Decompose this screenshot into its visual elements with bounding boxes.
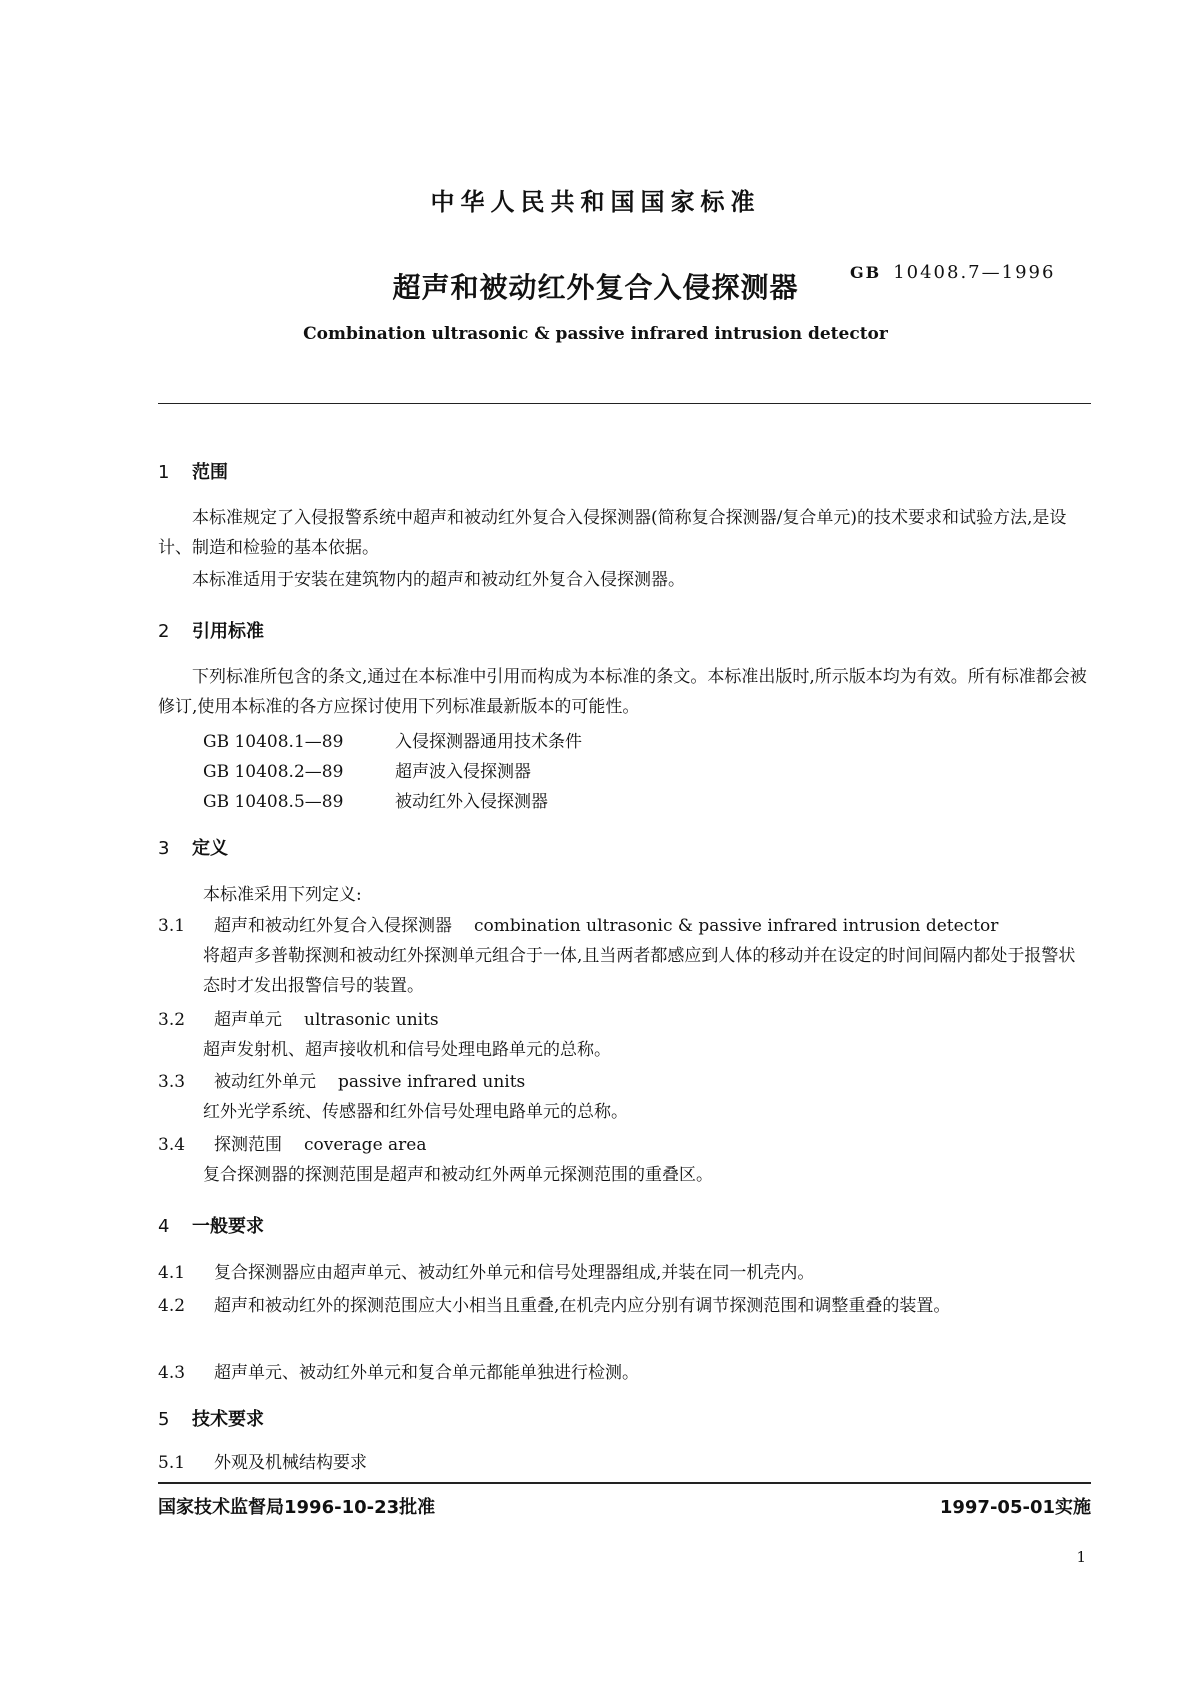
section-1-heading	[158, 458, 228, 484]
english-title: Combination ultrasonic & passive infrared intrusion detector	[303, 324, 888, 344]
section-2-paragraph-1: 下列标准所包含的条文,通过在本标准中引用而构成为本标准的条文。本标准出版时,所示版本均为有效。所有标准都会被修订,使用本标准的各方应探讨使用下列标准最新版本的可能性。	[158, 667, 1087, 717]
standard-number	[850, 262, 1055, 283]
footer-divider	[158, 1482, 1091, 1484]
section-number: 2	[158, 621, 170, 642]
reference-code: GB 10408.1—89	[203, 732, 344, 752]
term-en: ultrasonic units	[304, 1010, 439, 1030]
reference-name: 超声波入侵探测器	[395, 762, 531, 782]
definition-text: 红外光学系统、传感器和红外信号处理电路单元的总称。	[203, 1102, 628, 1122]
subsection-title: 外观及机械结构要求	[214, 1453, 367, 1473]
definition-term	[158, 1005, 439, 1030]
definition-text: 复合探测器的探测范围是超声和被动红外两单元探测范围的重叠区。	[203, 1165, 713, 1185]
section-title: 技术要求	[192, 1409, 264, 1430]
clause-number: 4.1	[158, 1263, 186, 1283]
clause-number: 3.2	[158, 1010, 186, 1030]
section-number: 4	[158, 1216, 170, 1237]
section-3-heading	[158, 834, 228, 860]
requirement-item	[158, 1258, 814, 1283]
requirement-text: 超声单元、被动红外单元和复合单元都能单独进行检测。	[214, 1363, 639, 1383]
gb-prefix: GB	[850, 263, 882, 282]
requirement-item	[158, 1358, 639, 1383]
term-en: coverage area	[304, 1135, 427, 1155]
definition-term	[158, 911, 998, 936]
clause-number: 4.2	[158, 1296, 186, 1316]
clause-number: 3.3	[158, 1072, 186, 1092]
subsection-5-1	[158, 1448, 367, 1473]
section-number: 3	[158, 838, 170, 859]
reference-code: GB 10408.5—89	[203, 792, 344, 812]
section-1-paragraph-1: 本标准规定了入侵报警系统中超声和被动红外复合入侵探测器(简称复合探测器/复合单元)的技术要求和试验方法,是设计、制造和检验的基本依据。	[158, 508, 1067, 558]
term-cn: 被动红外单元	[214, 1072, 316, 1092]
definition-term	[158, 1130, 427, 1155]
definition-text: 超声发射机、超声接收机和信号处理电路单元的总称。	[203, 1040, 611, 1060]
term-en: combination ultrasonic & passive infrared intrusion detector	[474, 916, 999, 936]
reference-name: 被动红外入侵探测器	[395, 792, 548, 812]
section-1-paragraph-2: 本标准适用于安装在建筑物内的超声和被动红外复合入侵探测器。	[192, 570, 685, 590]
national-standard-header: 中华人民共和国国家标准	[430, 188, 761, 216]
page-number: 1	[1076, 1548, 1086, 1566]
section-title: 引用标准	[192, 621, 264, 642]
clause-number: 3.1	[158, 916, 186, 936]
reference-item	[203, 787, 548, 812]
requirement-item	[158, 1290, 1091, 1322]
reference-item	[203, 727, 582, 752]
section-number: 5	[158, 1409, 170, 1430]
header-divider	[158, 403, 1091, 404]
clause-number: 4.3	[158, 1363, 186, 1383]
term-en: passive infrared units	[338, 1072, 526, 1092]
requirement-text: 超声和被动红外的探测范围应大小相当且重叠,在机壳内应分别有调节探测范围和调整重叠的装置。	[214, 1296, 951, 1316]
term-cn: 探测范围	[214, 1135, 282, 1155]
section-5-heading	[158, 1405, 264, 1431]
document-title: 超声和被动红外复合入侵探测器	[392, 271, 799, 304]
definition-term	[158, 1067, 525, 1092]
effective-date: 1997-05-01实施	[939, 1497, 1091, 1518]
reference-item	[203, 757, 531, 782]
clause-number: 3.4	[158, 1135, 186, 1155]
term-cn: 超声单元	[214, 1010, 282, 1030]
section-title: 定义	[192, 838, 228, 859]
approval-date: 国家技术监督局1996-10-23批准	[158, 1497, 436, 1518]
term-cn: 超声和被动红外复合入侵探测器	[214, 916, 452, 936]
definition-text: 将超声多普勒探测和被动红外探测单元组合于一体,且当两者都感应到人体的移动并在设定的时间间隔内都处于报警状态时才发出报警信号的装置。	[203, 946, 1076, 996]
section-number: 1	[158, 462, 170, 483]
requirement-text: 复合探测器应由超声单元、被动红外单元和信号处理器组成,并装在同一机壳内。	[214, 1263, 815, 1283]
reference-code: GB 10408.2—89	[203, 762, 344, 782]
section-2-heading	[158, 617, 264, 643]
standard-code: 10408.7—1996	[893, 262, 1056, 283]
section-4-heading	[158, 1212, 264, 1238]
clause-number: 5.1	[158, 1453, 186, 1473]
section-title: 一般要求	[192, 1216, 264, 1237]
reference-name: 入侵探测器通用技术条件	[395, 732, 582, 752]
section-3-intro: 本标准采用下列定义:	[203, 885, 362, 905]
section-title: 范围	[192, 462, 228, 483]
